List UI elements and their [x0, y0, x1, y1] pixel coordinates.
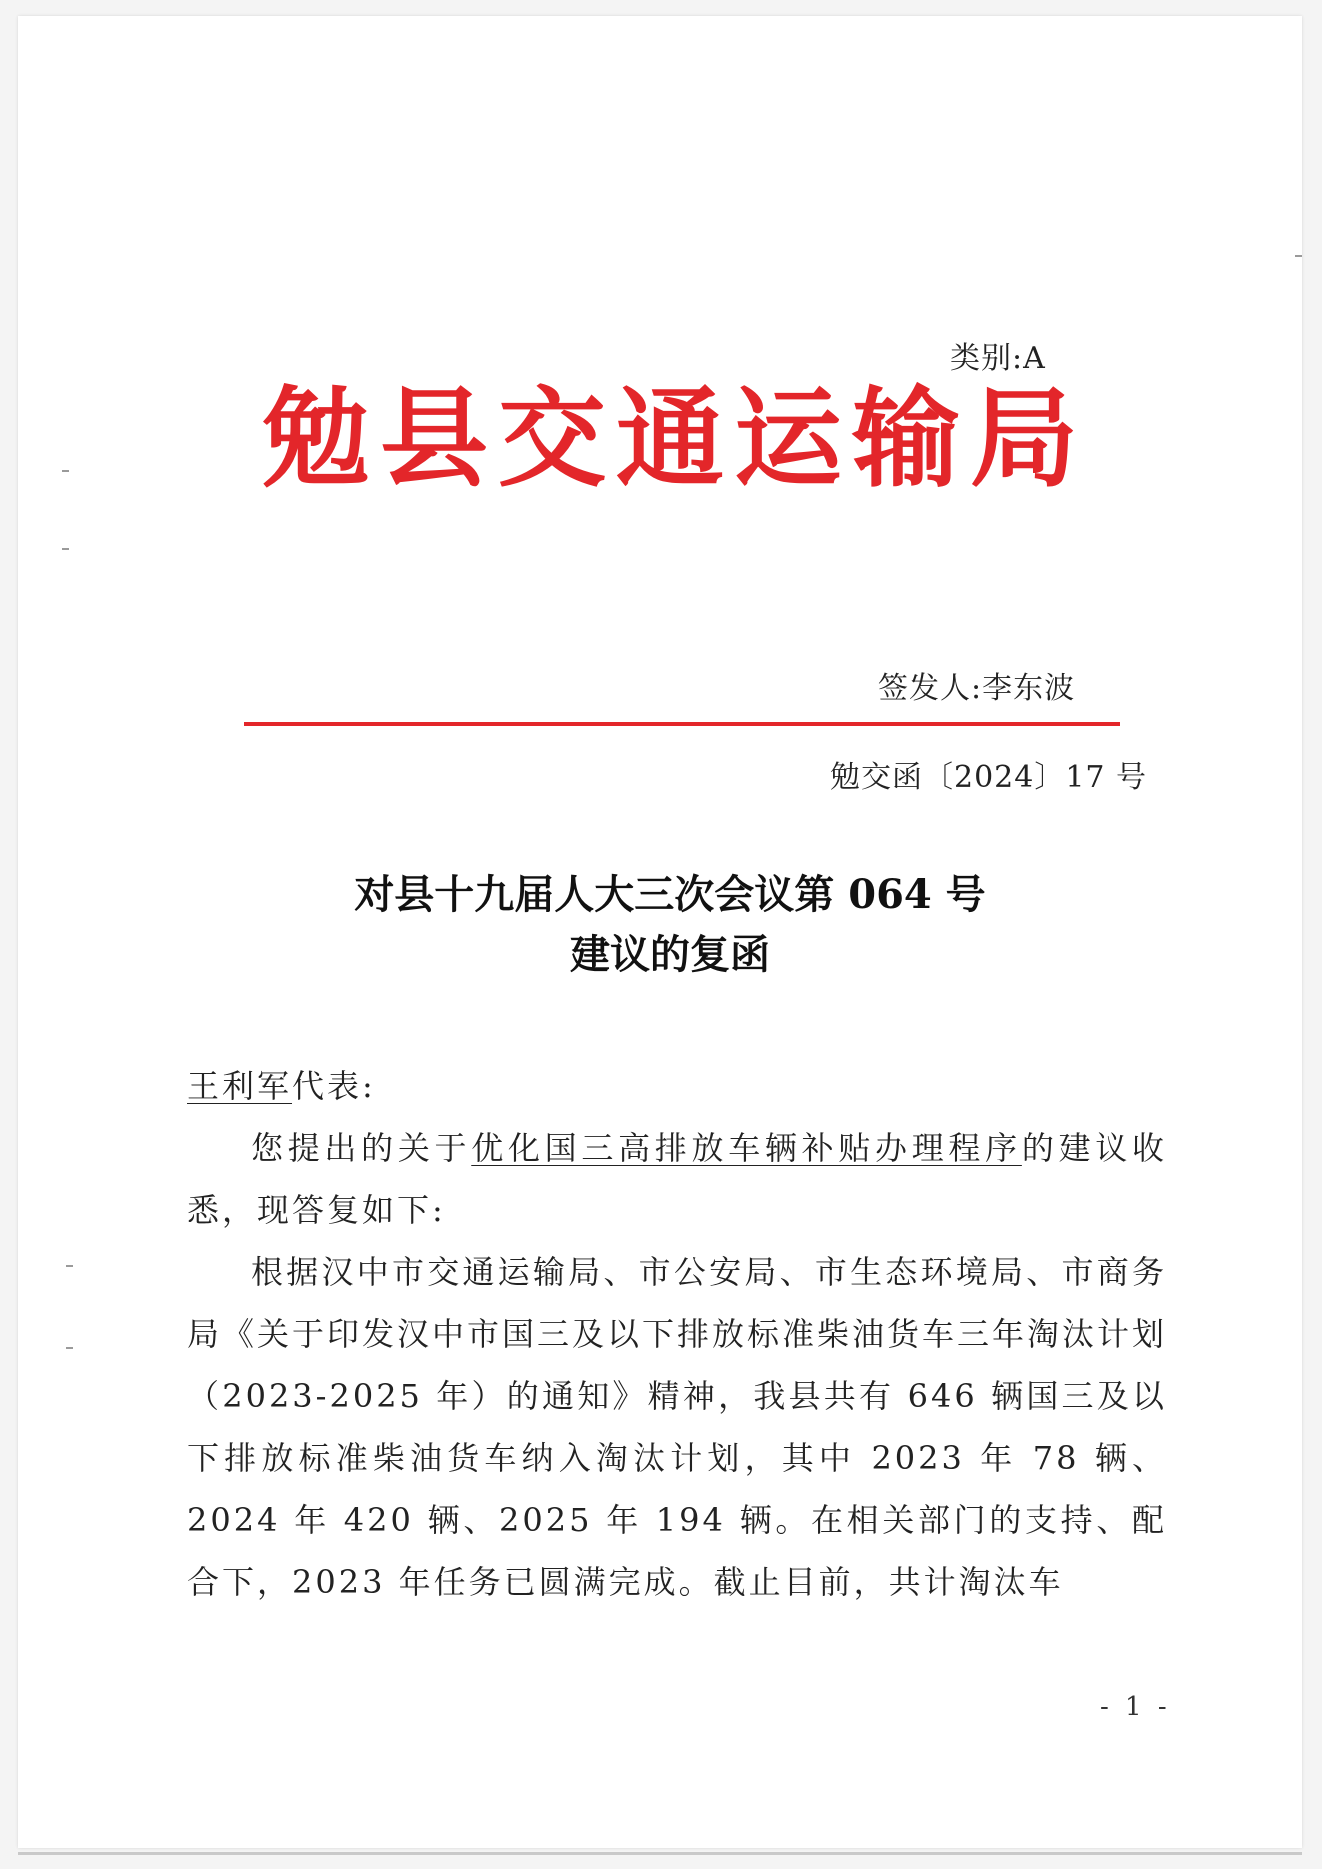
scan-mark	[62, 548, 69, 550]
scan-mark	[66, 1265, 73, 1267]
title-line-1: 对县十九届人大三次会议第 064 号	[354, 871, 986, 918]
letter-body	[187, 1055, 1167, 1613]
addressee-name: 王利军	[187, 1067, 293, 1105]
scan-mark	[62, 470, 69, 472]
page-number: - 1 -	[1100, 1692, 1171, 1722]
category-label: 类别:A	[950, 341, 1046, 376]
paragraph-1	[187, 1117, 1167, 1241]
organization-header: 勉县交通运输局	[262, 376, 1089, 502]
scan-mark	[66, 1347, 73, 1349]
document-title	[200, 865, 1140, 985]
title-line-2: 建议的复函	[570, 931, 770, 978]
signer-label: 签发人:李东波	[878, 671, 1076, 706]
proposal-topic: 优化国三高排放车辆补贴办理程序	[471, 1129, 1022, 1167]
red-divider-line	[244, 722, 1120, 726]
addressee-title: 代表:	[292, 1067, 376, 1105]
paragraph-2: 根据汉中市交通运输局、市公安局、市生态环境局、市商务局《关于印发汉中市国三及以下排放标准柴油货车三年淘汰计划（2023-2025 年）的通知》精神，我县共有 646 辆国三及以下排放标准柴油货车纳入淘汰计划，其中 2023 年 78 辆、2024 年 420 辆、2025 年 194 辆。在相关部门的支持、配合下，2023 年任务已圆满完成。截止目前，共计淘汰车	[187, 1253, 1168, 1601]
page-edge-shadow	[18, 1852, 1302, 1855]
scan-mark	[1295, 255, 1302, 257]
document-number: 勉交函〔2024〕17 号	[830, 760, 1148, 795]
salutation	[187, 1055, 1167, 1117]
paragraph-1-prefix: 您提出的关于	[251, 1129, 472, 1167]
paragraph-1-suffix: 的建议收悉，现答复如下:	[187, 1129, 1167, 1229]
